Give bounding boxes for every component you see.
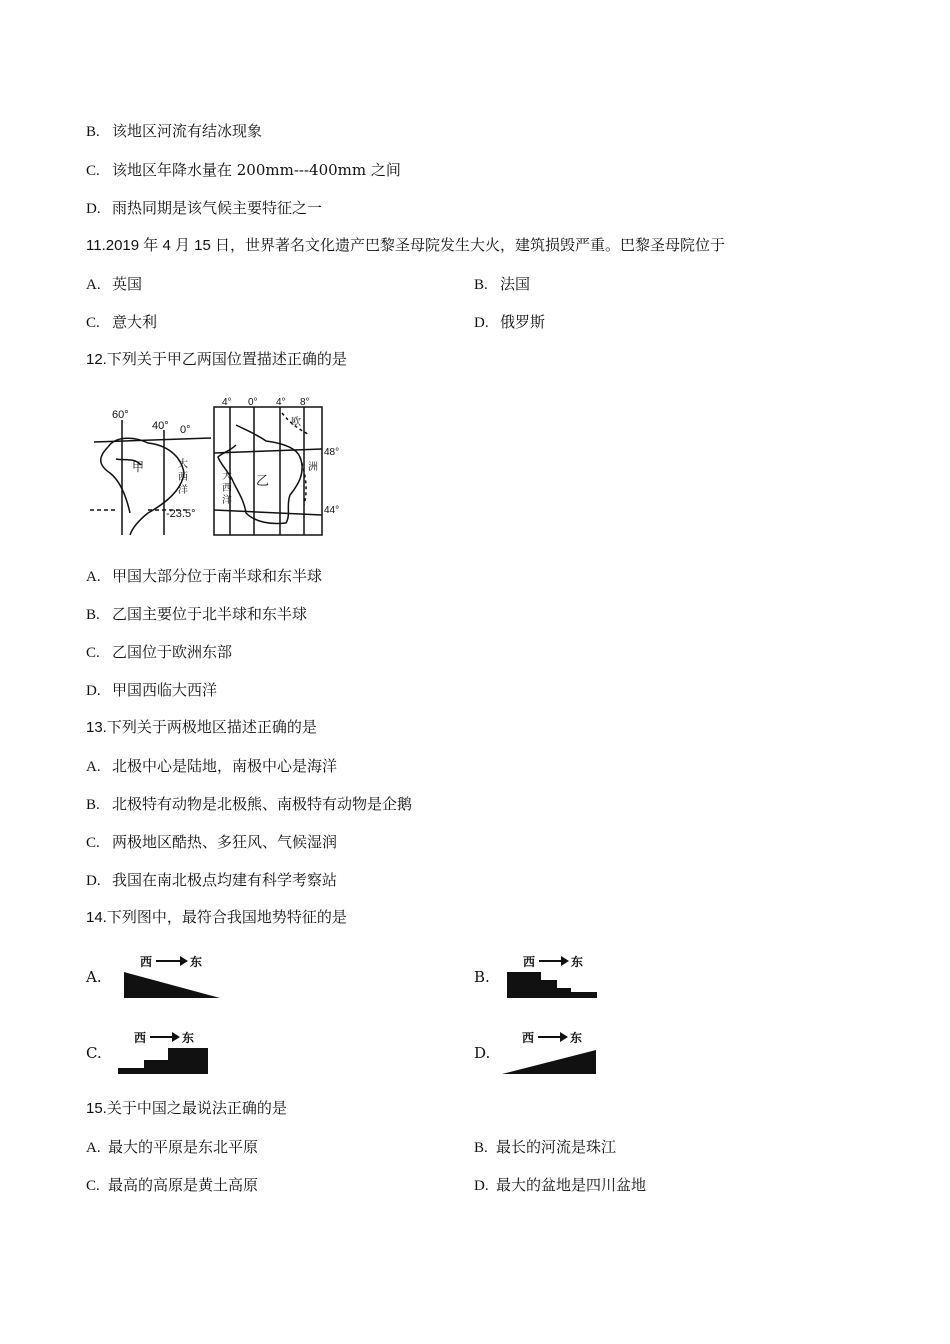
q13-option-d [86,870,337,891]
option-text: 该地区河流有结冰现象 [112,122,263,140]
map-left-lon-40: 40° [152,420,169,432]
q11-stem: 11.2019 年 4 月 15 日，世界著名文化遗产巴黎圣母院发生大火，建筑损毁严重。巴黎圣母院位于 [86,237,725,254]
option-letter: B. [86,124,100,140]
terrain-shape [507,972,597,998]
q13-option-a [86,756,337,777]
q15-option-b [474,1137,616,1158]
map-right-continent-2: 洲 [308,462,318,473]
q14-option-d-diagram [500,1028,600,1078]
arrow-label-west: 西 [134,1031,147,1045]
map-left-country: 甲 [132,460,145,474]
arrow-label-east: 东 [570,1031,583,1045]
option-letter: D. [86,683,101,699]
option-text: 我国在南北极点均建有科学考察站 [112,871,338,889]
q14-option-b-diagram [505,952,605,1002]
q10-option-d [86,198,322,219]
q13-option-b [86,794,412,815]
q12-option-c [86,642,232,663]
option-letter: C. [86,315,100,331]
option-letter: D. [86,873,101,889]
map-left-ocean-3: 洋 [178,485,188,496]
arrow-label-west: 西 [522,1031,535,1045]
option-text: 法国 [500,275,531,293]
q12-stem: 12.下列关于甲乙两国位置描述正确的是 [86,351,347,368]
arrow-label-west: 西 [140,955,153,969]
option-text: 乙国主要位于北半球和东半球 [112,605,308,623]
q14-option-c-diagram [116,1028,212,1078]
q11-option-c [86,312,157,333]
map-right-lon-4: 8° [300,397,310,408]
arrow-head-icon [180,956,188,966]
arrow-head-icon [560,1032,568,1042]
q14-option-a-letter: A. [86,968,102,986]
map-left-ocean-2: 西 [178,472,188,483]
q12-option-b [86,604,307,625]
option-letter: B. [86,607,100,623]
map-right-continent-1: 欧 [291,417,301,428]
option-letter: C. [86,835,100,851]
option-text: 最大的平原是东北平原 [108,1138,259,1156]
option-text: 两极地区酷热、多狂风、气候湿润 [112,833,338,851]
map-right-lon-3: 4° [276,397,286,408]
terrain-shape [124,972,220,998]
q10-option-b [86,121,262,142]
option-letter: B. [474,277,488,293]
option-text: 最长的河流是珠江 [496,1138,617,1156]
q14-option-a-diagram [120,952,224,1002]
option-letter: A. [86,569,101,585]
arrow-label-east: 东 [571,955,584,969]
q10-option-c [86,160,401,181]
option-letter: A. [86,759,101,775]
map-right-country: 乙 [256,474,270,489]
option-text: 最大的盆地是四川盆地 [496,1176,647,1194]
option-letter: D. [86,201,101,217]
map-right-lat-44: 44° [324,505,340,516]
option-text: 最高的高原是黄土高原 [108,1176,259,1194]
option-text: 俄罗斯 [500,313,546,331]
option-letter: A. [86,277,101,293]
arrow-label-east: 东 [182,1031,195,1045]
q11-option-b [474,274,530,295]
q13-stem: 13.下列关于两极地区描述正确的是 [86,719,317,736]
map-right-lon-2: 0° [248,397,258,408]
option-letter: A. [86,1140,101,1156]
option-letter: B. [86,797,100,813]
terrain-shape [118,1048,208,1074]
q13-option-c [86,832,337,853]
q15-option-d [474,1175,646,1196]
arrow-head-icon [172,1032,180,1042]
map-left-lat-bottom: -23.5° [166,508,196,520]
q14-option-d-letter: D. [474,1044,491,1062]
option-letter: C. [86,163,100,179]
q14-option-b-letter: B. [474,968,490,986]
map-right-ocean-3: 洋 [222,495,232,506]
option-letter: B. [474,1140,488,1156]
map-left-lon-60: 60° [112,409,129,421]
option-text: 乙国位于欧洲东部 [112,643,233,661]
option-letter: C. [86,1178,100,1194]
q12-map-figure [86,395,356,545]
map-left-lat-0: 0° [180,424,191,436]
terrain-shape [502,1050,596,1074]
option-text: 北极中心是陆地，南极中心是海洋 [112,757,338,775]
map-left-ocean-1: 大 [178,459,188,470]
option-text: 英国 [112,275,143,293]
q14-option-c-letter: C. [86,1044,102,1062]
map-right-ocean-1: 大 [222,471,232,482]
q12-option-d [86,680,217,701]
option-text: 北极特有动物是北极熊、南极特有动物是企鹅 [112,795,413,813]
q12-option-a [86,566,322,587]
map-right-lat-48: 48° [324,447,340,458]
q15-stem: 15.关于中国之最说法正确的是 [86,1100,287,1117]
q15-option-c [86,1175,258,1196]
option-letter: D. [474,315,489,331]
option-text: 甲国大部分位于南半球和东半球 [112,567,323,585]
q11-option-d [474,312,545,333]
option-letter: D. [474,1178,489,1194]
map-right-ocean-2: 西 [222,483,232,494]
option-text: 该地区年降水量在 200mm---400mm 之间 [112,161,401,179]
q14-stem: 14.下列图中，最符合我国地势特征的是 [86,909,347,926]
arrow-label-west: 西 [523,955,536,969]
option-text: 甲国西临大西洋 [112,681,218,699]
q11-option-a [86,274,142,295]
map-right-lon-1: 4° [222,397,232,408]
option-text: 雨热同期是该气候主要特征之一 [112,199,323,217]
arrow-label-east: 东 [190,955,203,969]
q15-option-a [86,1137,258,1158]
arrow-head-icon [561,956,569,966]
option-text: 意大利 [112,313,158,331]
option-letter: C. [86,645,100,661]
